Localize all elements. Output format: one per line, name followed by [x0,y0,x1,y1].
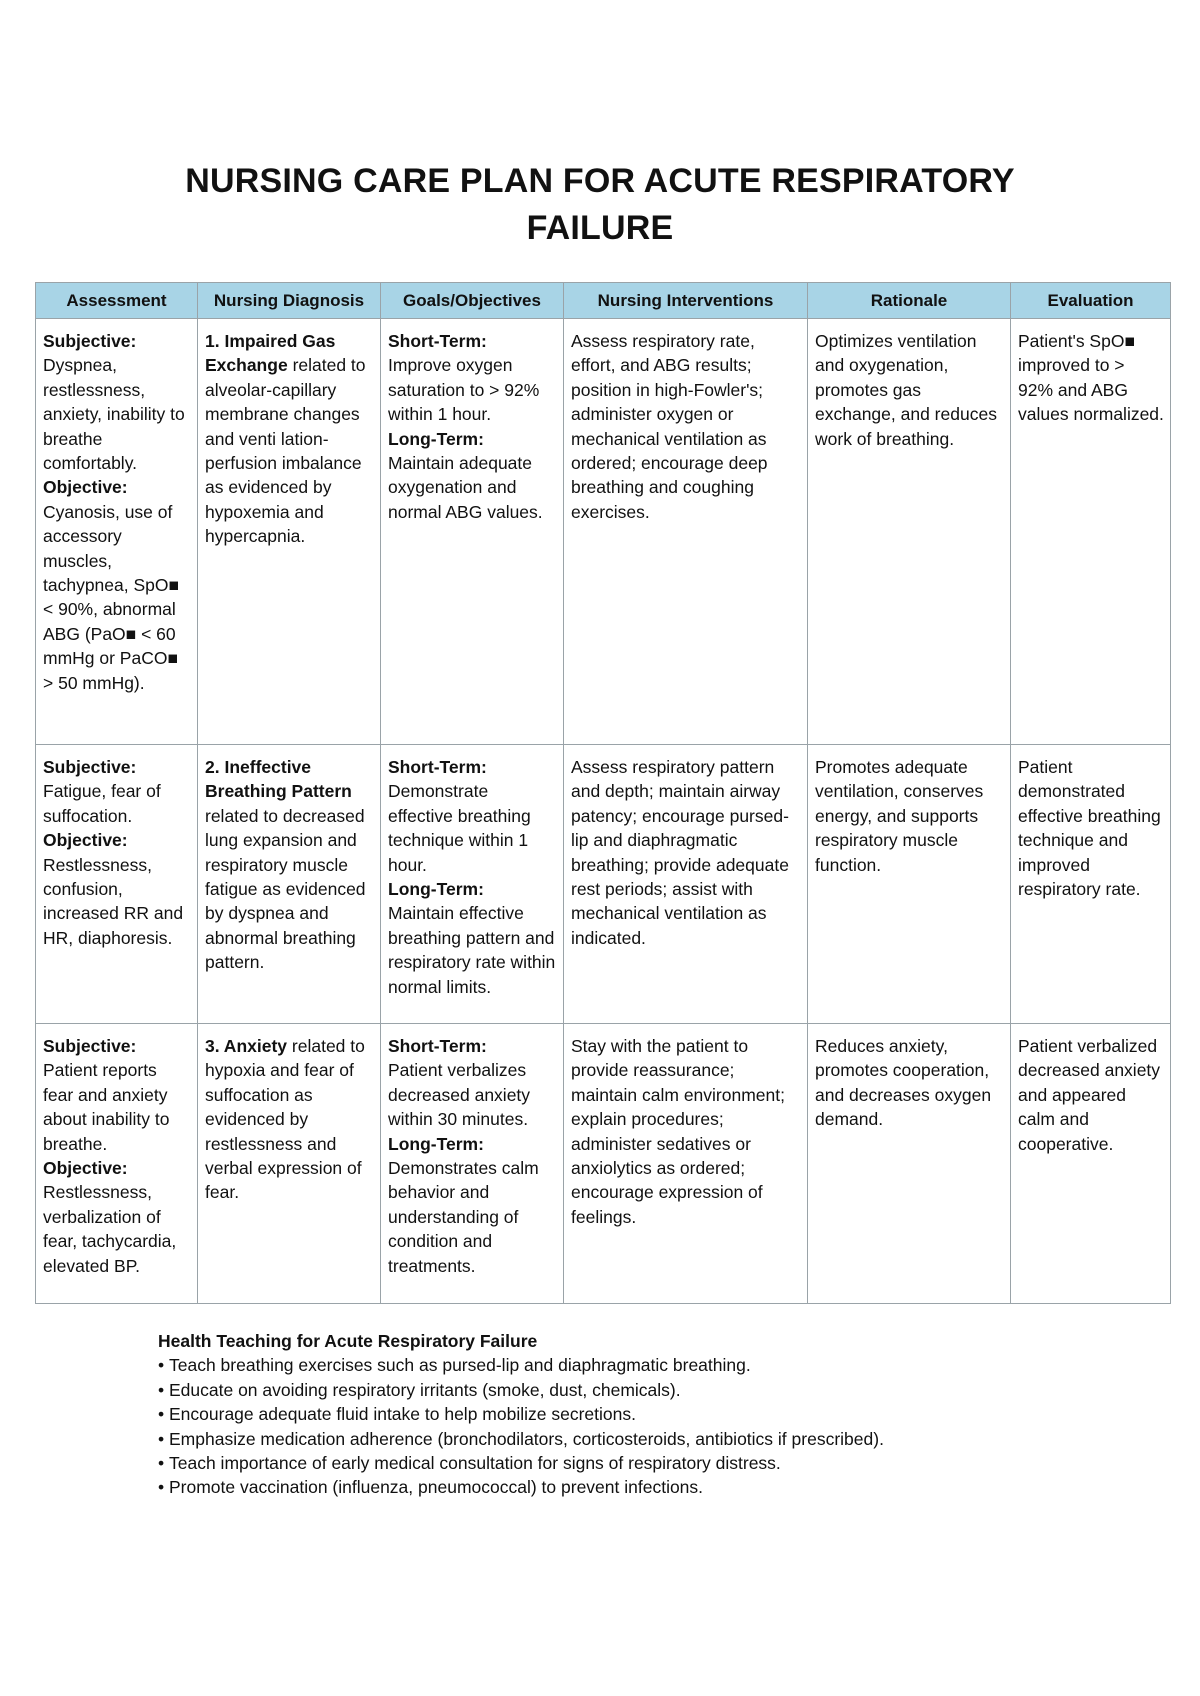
table-row [36,1024,1171,1304]
list-item: • Encourage adequate fluid intake to help mobilize secretions. [158,1402,1158,1426]
diagnosis-cell [198,319,381,745]
diagnosis-title: 2. Ineffective Breathing Pattern [205,757,352,802]
rationale-cell: Optimizes ventilation and oxygenation, promotes gas exchange, and reduces work of breathing. [808,319,1011,745]
list-item: • Educate on avoiding respiratory irritants (smoke, dust, chemicals). [158,1378,1158,1402]
subjective-text: Fatigue, fear of suffocation. [43,781,161,826]
header-goals-objectives: Goals/Objectives [381,283,564,319]
long-term-text: Maintain adequate oxygenation and normal ABG values. [388,453,543,522]
subjective-label: Subjective: [43,331,137,351]
list-item: • Teach importance of early medical consultation for signs of respiratory distress. [158,1451,1158,1475]
subjective-text: Dyspnea, restlessness, anxiety, inability to breathe comfortably. [43,355,185,474]
long-term-text: Demonstrates calm behavior and understanding of condition and treatments. [388,1158,539,1276]
header-evaluation: Evaluation [1011,283,1171,319]
evaluation-cell: Patient demonstrated effective breathing technique and improved respiratory rate. [1011,745,1171,1024]
objective-text: Cyanosis, use of accessory muscles, tachypnea, SpO■ < 90%, abnormal ABG (PaO■ < 60 mmHg or PaCO■ > 50 mmHg). [43,501,180,693]
short-term-label: Short-Term: [388,757,487,777]
short-term-text: Patient verbalizes decreased anxiety within 30 minutes. [388,1060,531,1130]
goals-cell [381,1024,564,1304]
interventions-cell: Assess respiratory rate, effort, and ABG results; position in high-Fowler's; administer oxygen or mechanical ventilation as ordered; encourage deep breathing and coughing exercises. [564,319,808,745]
table-header-row [36,283,1171,319]
list-item: • Promote vaccination (influenza, pneumococcal) to prevent infections. [158,1475,1158,1499]
evaluation-cell: Patient's SpO■ improved to > 92% and ABG values normalized. [1011,319,1171,745]
subjective-text: Patient reports fear and anxiety about inability to breathe. [43,1060,170,1154]
objective-label: Objective: [43,1158,128,1179]
list-item: • Teach breathing exercises such as pursed-lip and diaphragmatic breathing. [158,1353,1158,1377]
subjective-label: Subjective: [43,757,137,777]
rationale-cell: Promotes adequate ventilation, conserves energy, and supports respiratory muscle function. [808,745,1011,1024]
header-rationale: Rationale [808,283,1011,319]
evaluation-cell: Patient verbalized decreased anxiety and appeared calm and cooperative. [1011,1024,1171,1304]
diagnosis-cell [198,1024,381,1304]
short-term-label: Short-Term: [388,331,487,351]
short-term-text: Demonstrate effective breathing technique within 1 hour. [388,781,531,875]
header-nursing-interventions: Nursing Interventions [564,283,808,319]
objective-label: Objective: [43,477,128,498]
diagnosis-text: related to hypoxia and fear of suffocation as evidenced by restlessness and verbal expression of fear. [205,1036,365,1203]
long-term-label: Long-Term: [388,879,484,900]
rationale-cell: Reduces anxiety, promotes cooperation, and decreases oxygen demand. [808,1024,1011,1304]
long-term-text: Maintain effective breathing pattern and respiratory rate within normal limits. [388,903,556,997]
health-teaching-list [158,1353,1158,1499]
health-teaching-title: Health Teaching for Acute Respiratory Failure [158,1331,538,1351]
objective-text: Restlessness, confusion, increased RR and HR, diaphoresis. [43,854,184,948]
goals-cell [381,745,564,1024]
interventions-cell: Assess respiratory pattern and depth; maintain airway patency; encourage pursed-lip and diaphragmatic breathing; provide adequate rest periods; assist with mechanical ventilation as indicated. [564,745,808,1024]
page-title: NURSING CARE PLAN FOR ACUTE RESPIRATORY FAILURE [185,162,1015,247]
short-term-text: Improve oxygen saturation to > 92% within 1 hour. [388,355,540,425]
short-term-label: Short-Term: [388,1036,487,1056]
diagnosis-title: 3. Anxiety [205,1036,288,1056]
diagnosis-title: 1. Impaired Gas Exchange [205,331,336,376]
long-term-label: Long-Term: [388,428,484,449]
diagnosis-text: related to alveolar-capillary membrane changes and venti lation-perfusion imbalance as evidenced by hypoxemia and hypercapnia. [205,355,366,547]
header-nursing-diagnosis: Nursing Diagnosis [198,283,381,319]
list-item: • Emphasize medication adherence (bronchodilators, corticosteroids, antibiotics if prescribed). [158,1427,1158,1451]
table-row [36,745,1171,1024]
interventions-cell: Stay with the patient to provide reassurance; maintain calm environment; explain procedures; administer sedatives or anxiolytics as ordered; encourage expression of feelings. [564,1024,808,1304]
health-teaching-section [158,1329,1158,1500]
objective-label: Objective: [43,830,128,851]
long-term-label: Long-Term: [388,1133,484,1154]
header-assessment: Assessment [36,283,198,319]
care-plan-table [35,282,1171,1304]
objective-text: Restlessness, verbalization of fear, tachycardia, elevated BP. [43,1182,177,1276]
assessment-cell [36,319,198,745]
subjective-label: Subjective: [43,1036,137,1056]
assessment-cell [36,745,198,1024]
goals-cell [381,319,564,745]
assessment-cell [36,1024,198,1304]
table-row [36,319,1171,745]
diagnosis-cell [198,745,381,1024]
diagnosis-text: related to decreased lung expansion and respiratory muscle fatigue as evidenced by dyspnea and abnormal breathing pattern. [205,805,366,973]
